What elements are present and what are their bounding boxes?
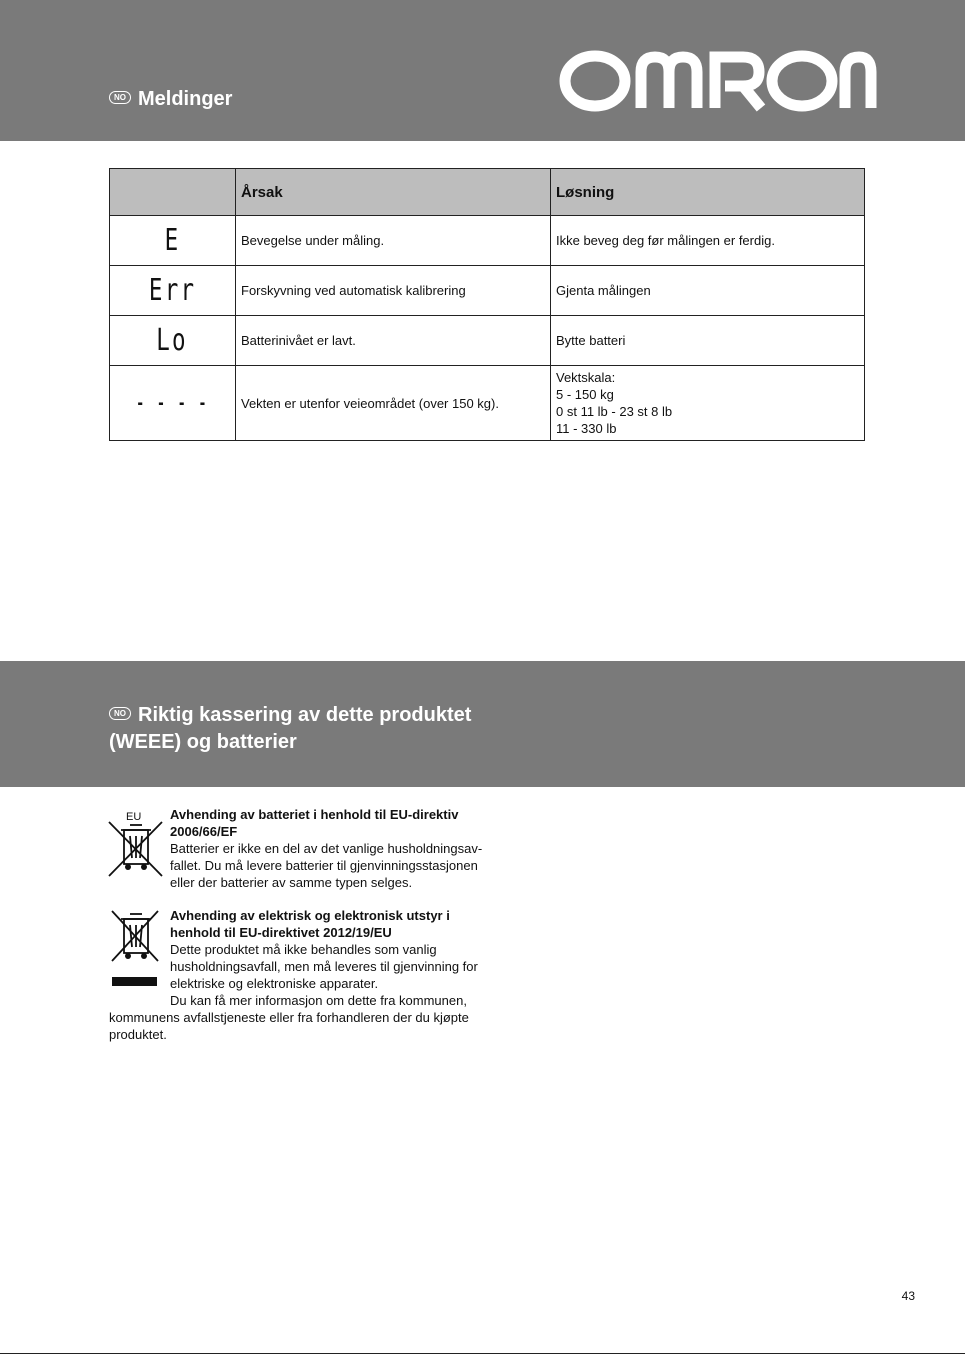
table-row (110, 266, 865, 316)
battery-disposal-entry (109, 806, 489, 891)
body-line: husholdningsavfall, men må leveres til gjenvinning for (170, 959, 478, 974)
heading-line: Avhending av batteriet i henhold til EU-direktiv (170, 807, 459, 822)
heading-line: Avhending av elektrisk og elektronisk utstyr i (170, 908, 450, 923)
omron-logo (559, 50, 877, 117)
solution-cell: Bytte batteri (551, 316, 865, 366)
table-header-row (110, 169, 865, 216)
disposal-section (109, 806, 489, 1043)
body-line: eller der batterier av samme typen selges. (170, 875, 413, 890)
language-badge: NO (109, 91, 131, 104)
header-band (0, 0, 965, 141)
body-line: fallet. Du må levere batterier til gjenvinningsstasjonen (170, 858, 478, 873)
weee-disposal-entry (109, 907, 489, 1043)
body-line: elektriske og elektroniske apparater. (170, 976, 379, 991)
body-line: produktet. (109, 1027, 167, 1042)
messages-table (109, 168, 865, 441)
body-line: Du kan få mer informasjon om dette fra kommunen, (170, 993, 467, 1008)
page-number: 43 (901, 1289, 915, 1303)
cause-cell: Batterinivået er lavt. (236, 316, 551, 366)
weee-body (170, 941, 489, 1009)
solution-line: 5 - 150 kg (556, 387, 614, 402)
table-header-solution: Løsning (551, 169, 865, 216)
table-header-cause: Årsak (236, 169, 551, 216)
error-code-cell (110, 316, 236, 366)
language-badge: NO (109, 707, 131, 720)
cause-cell: Vekten er utenfor veieområdet (over 150 kg). (236, 366, 551, 441)
solution-cell (551, 366, 865, 441)
solution-line: Vektskala: (556, 370, 616, 385)
display-code: E (164, 223, 181, 258)
solution-cell: Gjenta målingen (551, 266, 865, 316)
messages-title (109, 86, 232, 113)
table-row (110, 316, 865, 366)
table-row (110, 216, 865, 266)
body-line: kommunens avfallstjeneste eller fra forhandleren der du kjøpte (109, 1010, 469, 1025)
solution-line: 0 st 11 lb - 23 st 8 lb (556, 404, 673, 419)
weee-heading (170, 907, 489, 941)
display-code: - - - - (136, 392, 209, 414)
heading-line: 2006/66/EF (170, 824, 238, 839)
battery-heading (170, 806, 489, 840)
table-header-code (110, 169, 236, 216)
messages-title-text: Meldinger (138, 88, 233, 110)
bottom-rule (0, 1353, 965, 1354)
disposal-title (109, 702, 471, 756)
disposal-title-line: Riktig kassering av dette produktet (138, 704, 472, 726)
table-row (110, 366, 865, 441)
error-code-cell (110, 216, 236, 266)
body-line: Batterier er ikke en del av det vanlige husholdningsav- (170, 841, 483, 856)
error-code-cell (110, 366, 236, 441)
solution-cell: Ikke beveg deg før målingen er ferdig. (551, 216, 865, 266)
weee-body-continued (109, 1009, 489, 1043)
cause-cell: Bevegelse under måling. (236, 216, 551, 266)
body-line: Dette produktet må ikke behandles som vanlig (170, 942, 437, 957)
cause-cell: Forskyvning ved automatisk kalibrering (236, 266, 551, 316)
battery-body (170, 840, 489, 891)
heading-line: henhold til EU-direktivet 2012/19/EU (170, 925, 392, 940)
eu-label: EU (126, 811, 142, 823)
solution-line: 11 - 330 lb (556, 421, 617, 436)
display-code: Lo (156, 323, 189, 358)
display-code: Err (148, 273, 197, 308)
error-code-cell (110, 266, 236, 316)
disposal-title-line: (WEEE) og batterier (109, 731, 297, 753)
disposal-band (0, 661, 965, 787)
